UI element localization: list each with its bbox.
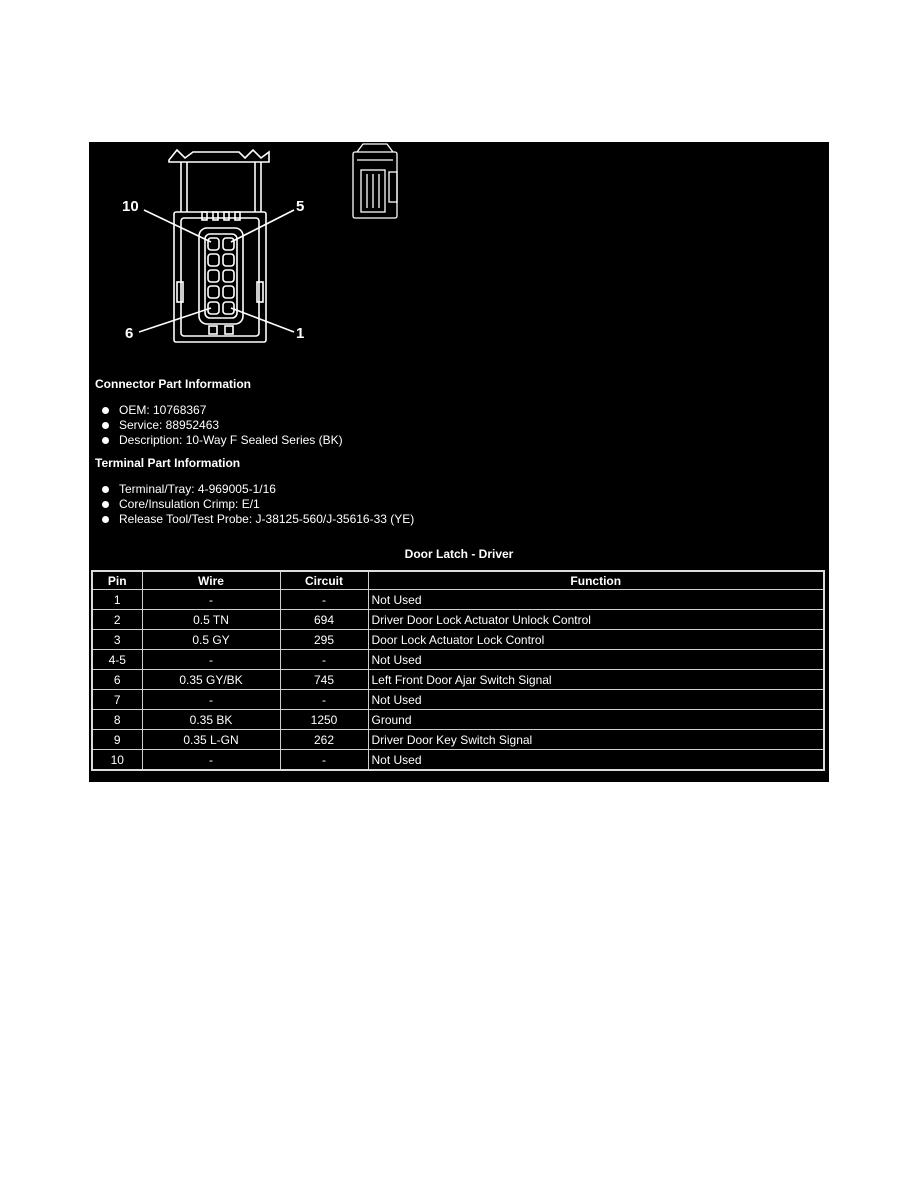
connector-diagram — [89, 142, 829, 352]
cell-circuit: - — [280, 650, 368, 670]
cell-circuit: - — [280, 690, 368, 710]
table-title: Door Latch - Driver — [404, 547, 514, 561]
cell-wire: - — [142, 750, 280, 771]
list-item: Release Tool/Test Probe: J-38125-560/J-35616-33 (YE) — [101, 512, 414, 527]
bullet-icon — [102, 437, 109, 444]
terminal-info-list — [101, 482, 414, 527]
cell-function: Not Used — [368, 750, 824, 771]
cell-circuit: 1250 — [280, 710, 368, 730]
header-pin: Pin — [92, 571, 142, 590]
pinout-table — [91, 570, 825, 771]
pin-label-1: 1 — [296, 325, 305, 342]
cell-wire: - — [142, 650, 280, 670]
table-row — [92, 630, 824, 650]
table-row — [92, 650, 824, 670]
cell-wire: - — [142, 590, 280, 610]
cell-pin: 6 — [92, 670, 142, 690]
list-item: OEM: 10768367 — [101, 403, 343, 418]
header-circuit: Circuit — [280, 571, 368, 590]
terminal-info-title: Terminal Part Information — [95, 456, 241, 470]
cell-function: Left Front Door Ajar Switch Signal — [368, 670, 824, 690]
table-row — [92, 670, 824, 690]
cell-function: Driver Door Key Switch Signal — [368, 730, 824, 750]
cell-wire: 0.5 GY — [142, 630, 280, 650]
cell-pin: 4-5 — [92, 650, 142, 670]
cell-function: Driver Door Lock Actuator Unlock Control — [368, 610, 824, 630]
pin-label-5: 5 — [296, 198, 305, 215]
connector-panel — [89, 142, 829, 782]
cell-circuit: 694 — [280, 610, 368, 630]
cell-pin: 10 — [92, 750, 142, 771]
cell-circuit: - — [280, 590, 368, 610]
cell-wire: 0.5 TN — [142, 610, 280, 630]
cell-function: Door Lock Actuator Lock Control — [368, 630, 824, 650]
cell-function: Ground — [368, 710, 824, 730]
table-row — [92, 730, 824, 750]
cell-function: Not Used — [368, 590, 824, 610]
bullet-icon — [102, 486, 109, 493]
table-row — [92, 710, 824, 730]
list-item: Terminal/Tray: 4-969005-1/16 — [101, 482, 414, 497]
list-item: Service: 88952463 — [101, 418, 343, 433]
cell-wire: 0.35 BK — [142, 710, 280, 730]
bullet-icon — [102, 422, 109, 429]
list-item: Core/Insulation Crimp: E/1 — [101, 497, 414, 512]
table-row — [92, 750, 824, 771]
cell-wire: - — [142, 690, 280, 710]
table-row — [92, 610, 824, 630]
table-header-row — [92, 571, 824, 590]
cell-circuit: 295 — [280, 630, 368, 650]
table-row — [92, 690, 824, 710]
cell-pin: 8 — [92, 710, 142, 730]
cell-function: Not Used — [368, 690, 824, 710]
cell-circuit: - — [280, 750, 368, 771]
cell-pin: 3 — [92, 630, 142, 650]
bullet-icon — [102, 516, 109, 523]
connector-info-title: Connector Part Information — [95, 377, 252, 391]
connector-info-list — [101, 403, 343, 448]
pin-label-6: 6 — [125, 325, 134, 342]
cell-circuit: 262 — [280, 730, 368, 750]
cell-pin: 2 — [92, 610, 142, 630]
cell-wire: 0.35 GY/BK — [142, 670, 280, 690]
cell-pin: 7 — [92, 690, 142, 710]
header-wire: Wire — [142, 571, 280, 590]
bullet-icon — [102, 407, 109, 414]
cell-circuit: 745 — [280, 670, 368, 690]
cell-pin: 9 — [92, 730, 142, 750]
bullet-icon — [102, 501, 109, 508]
cell-pin: 1 — [92, 590, 142, 610]
cell-function: Not Used — [368, 650, 824, 670]
header-function: Function — [368, 571, 824, 590]
table-row — [92, 590, 824, 610]
list-item: Description: 10-Way F Sealed Series (BK) — [101, 433, 343, 448]
cell-wire: 0.35 L-GN — [142, 730, 280, 750]
pin-label-10: 10 — [122, 198, 139, 215]
